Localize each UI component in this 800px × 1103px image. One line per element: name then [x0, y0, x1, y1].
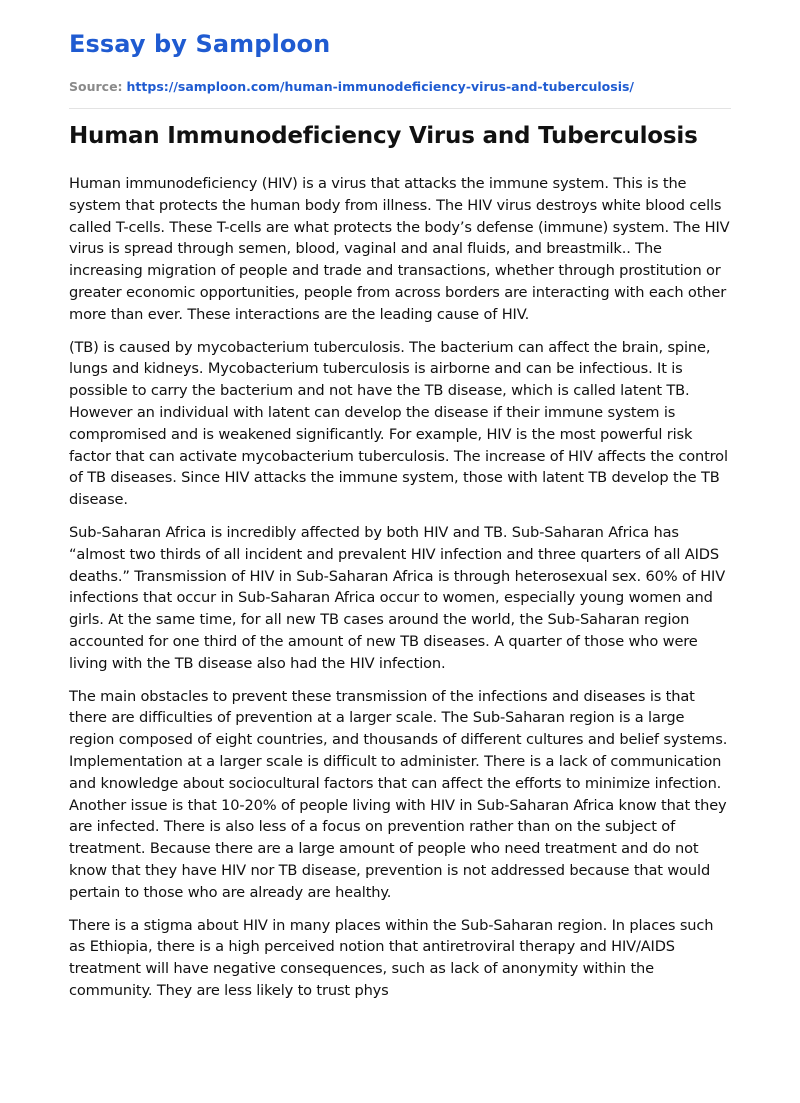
paragraph: The main obstacles to prevent these transmission of the infections and diseases is that there are difficulties of prevention at a larger scale. The Sub-Saharan region is a large region composed of eight countries, and thousands of different cultures and belief systems. Implementation at a larger scale is difficult to administer. There is a lack of communication and knowledge about sociocultural factors that can affect the efforts to minimize infection. Another issue is that 10-20% of people living with HIV in Sub-Saharan Africa know that they are infected. There is also less of a focus on prevention rather than on the subject of treatment. Because there are a large amount of people who need treatment and do not know that they have HIV nor TB disease, prevention is not addressed because that would pertain to those who are already are healthy. — [69, 687, 728, 901]
source-label: Source: — [69, 79, 123, 94]
brand-title: Essay by Samploon — [69, 30, 331, 58]
source-link[interactable]: https://samploon.com/human-immunodeficiency-virus-and-tuberculosis/ — [126, 79, 634, 94]
essay-body — [69, 173, 731, 1002]
paragraph: Human immunodeficiency (HIV) is a virus that attacks the immune system. This is the system that protects the human body from illness. The HIV virus destroys white blood cells called T-cells. These T-cells are what protects the body’s defense (immune) system. The HIV virus is spread through semen, blood, vaginal and anal fluids, and breastmilk.. The increasing migration of people and trade and transactions, whether through prostitution or greater economic opportunities, people from across borders are interacting with each other more than ever. These interactions are the leading cause of HIV. — [69, 175, 730, 323]
paragraph: Sub-Saharan Africa is incredibly affected by both HIV and TB. Sub-Saharan Africa has “almost two thirds of all incident and prevalent HIV infection and three quarters of all AIDS deaths.” Transmission of HIV in Sub-Saharan Africa is through heterosexual sex. 60% of HIV infections that occur in Sub-Saharan Africa occur to women, especially young women and girls. At the same time, for all new TB cases around the world, the Sub-Saharan region accounted for one third of the amount of new TB diseases. A quarter of those who were living with the TB disease also had the HIV infection. — [69, 523, 726, 672]
paragraph: (TB) is caused by mycobacterium tuberculosis. The bacterium can affect the brain, spine, lungs and kidneys. Mycobacterium tuberculosis is airborne and can be infectious. It is possible to carry the bacterium and not have the TB disease, which is called latent TB. However an individual with latent can develop the disease if their immune system is compromised and is weakened significantly. For example, HIV is the most powerful risk factor that can activate mycobacterium tuberculosis. The increase of HIV affects the control of TB diseases. Since HIV attacks the immune system, those with latent TB develop the TB disease. — [69, 338, 728, 509]
paragraph: There is a stigma about HIV in many places within the Sub-Saharan region. In places such as Ethiopia, there is a high perceived notion that antiretroviral therapy and HIV/AIDS treatment will have negative consequences, such as lack of anonymity within the community. They are less likely to trust phys — [69, 916, 714, 999]
essay-title: Human Immunodeficiency Virus and Tuberculosis — [69, 123, 698, 149]
source-line — [69, 78, 731, 96]
header-divider — [69, 108, 731, 109]
